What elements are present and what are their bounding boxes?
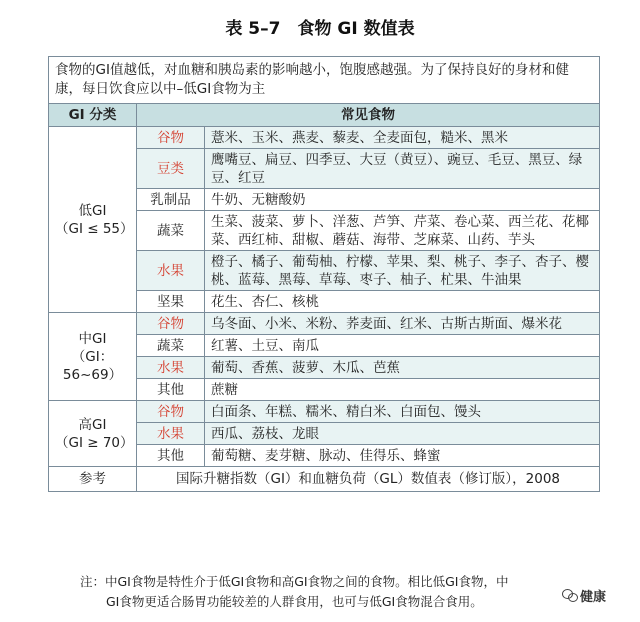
gi-group-medium xyxy=(49,313,137,401)
category-cell: 水果 xyxy=(137,357,205,379)
table-row xyxy=(49,401,600,423)
wechat-icon xyxy=(562,588,578,602)
reference-row xyxy=(49,467,600,492)
category-cell: 蔬菜 xyxy=(137,211,205,251)
foods-cell: 花生、杏仁、核桃 xyxy=(205,291,600,313)
foods-cell: 葡萄、香蕉、菠萝、木瓜、芭蕉 xyxy=(205,357,600,379)
foods-cell: 鹰嘴豆、扁豆、四季豆、大豆（黄豆）、豌豆、毛豆、黑豆、绿豆、红豆 xyxy=(205,149,600,189)
table-row xyxy=(49,127,600,149)
footnote-line-2: GI食物更适合肠胃功能较差的人群食用，也可与低GI食物混合食用。 xyxy=(106,594,483,609)
gi-table xyxy=(48,56,600,492)
gi-group-label: 低GI xyxy=(78,202,107,219)
category-cell: 蔬菜 xyxy=(137,335,205,357)
gi-group-range: （GI ≥ 70） xyxy=(55,434,134,451)
category-cell: 坚果 xyxy=(137,291,205,313)
foods-cell: 橙子、橘子、葡萄柚、柠檬、苹果、梨、桃子、李子、杏子、樱桃、蓝莓、黑莓、草莓、枣子、柚子、杧果、牛油果 xyxy=(205,251,600,291)
category-cell: 其他 xyxy=(137,379,205,401)
foods-cell: 牛奶、无糖酸奶 xyxy=(205,189,600,211)
foods-cell: 生菜、菠菜、萝卜、洋葱、芦笋、芹菜、卷心菜、西兰花、花椰菜、西红柿、甜椒、蘑菇、海带、芝麻菜、山药、芋头 xyxy=(205,211,600,251)
watermark xyxy=(562,584,632,606)
foods-cell: 蔗糖 xyxy=(205,379,600,401)
gi-group-range: （GI ≤ 55） xyxy=(55,220,134,237)
category-cell: 谷物 xyxy=(137,313,205,335)
gi-group-high xyxy=(49,401,137,467)
foods-cell: 葡萄糖、麦芽糖、脉动、佳得乐、蜂蜜 xyxy=(205,445,600,467)
header-common-foods: 常见食物 xyxy=(137,104,600,127)
gi-group-low xyxy=(49,127,137,313)
table-title: 表 5–7 食物 GI 数值表 xyxy=(225,19,415,39)
intro-row xyxy=(49,57,600,104)
category-cell: 乳制品 xyxy=(137,189,205,211)
category-cell: 谷物 xyxy=(137,127,205,149)
gi-group-label: 中GI xyxy=(78,330,107,347)
category-cell: 水果 xyxy=(137,251,205,291)
foods-cell: 乌冬面、小米、米粉、荞麦面、红米、古斯古斯面、爆米花 xyxy=(205,313,600,335)
footnote-line-1: 注：中GI食物是特性介于低GI食物和高GI食物之间的食物。相比低GI食物，中 xyxy=(80,574,509,589)
gi-group-range: （GI：56~69） xyxy=(62,348,123,383)
reference-text: 国际升糖指数（GI）和血糖负荷（GL）数值表（修订版），2008 xyxy=(137,467,600,492)
foods-cell: 薏米、玉米、燕麦、藜麦、全麦面包，糙米、黑米 xyxy=(205,127,600,149)
gi-group-label: 高GI xyxy=(78,416,107,433)
reference-label: 参考 xyxy=(49,467,137,492)
category-cell: 谷物 xyxy=(137,401,205,423)
category-cell: 水果 xyxy=(137,423,205,445)
header-gi-category: GI 分类 xyxy=(49,104,137,127)
footnote xyxy=(80,572,620,612)
foods-cell: 红薯、土豆、南瓜 xyxy=(205,335,600,357)
category-cell: 其他 xyxy=(137,445,205,467)
header-row xyxy=(49,104,600,127)
table-row xyxy=(49,313,600,335)
foods-cell: 白面条、年糕、糯米、精白米、白面包、馒头 xyxy=(205,401,600,423)
gi-table-container xyxy=(48,56,600,492)
category-cell: 豆类 xyxy=(137,149,205,189)
intro-text: 食物的GI值越低，对血糖和胰岛素的影响越小，饱腹感越强。为了保持良好的身材和健康，每日饮食应以中–低GI食物为主 xyxy=(49,57,600,104)
watermark-text: 健康 xyxy=(580,589,607,605)
foods-cell: 西瓜、荔枝、龙眼 xyxy=(205,423,600,445)
